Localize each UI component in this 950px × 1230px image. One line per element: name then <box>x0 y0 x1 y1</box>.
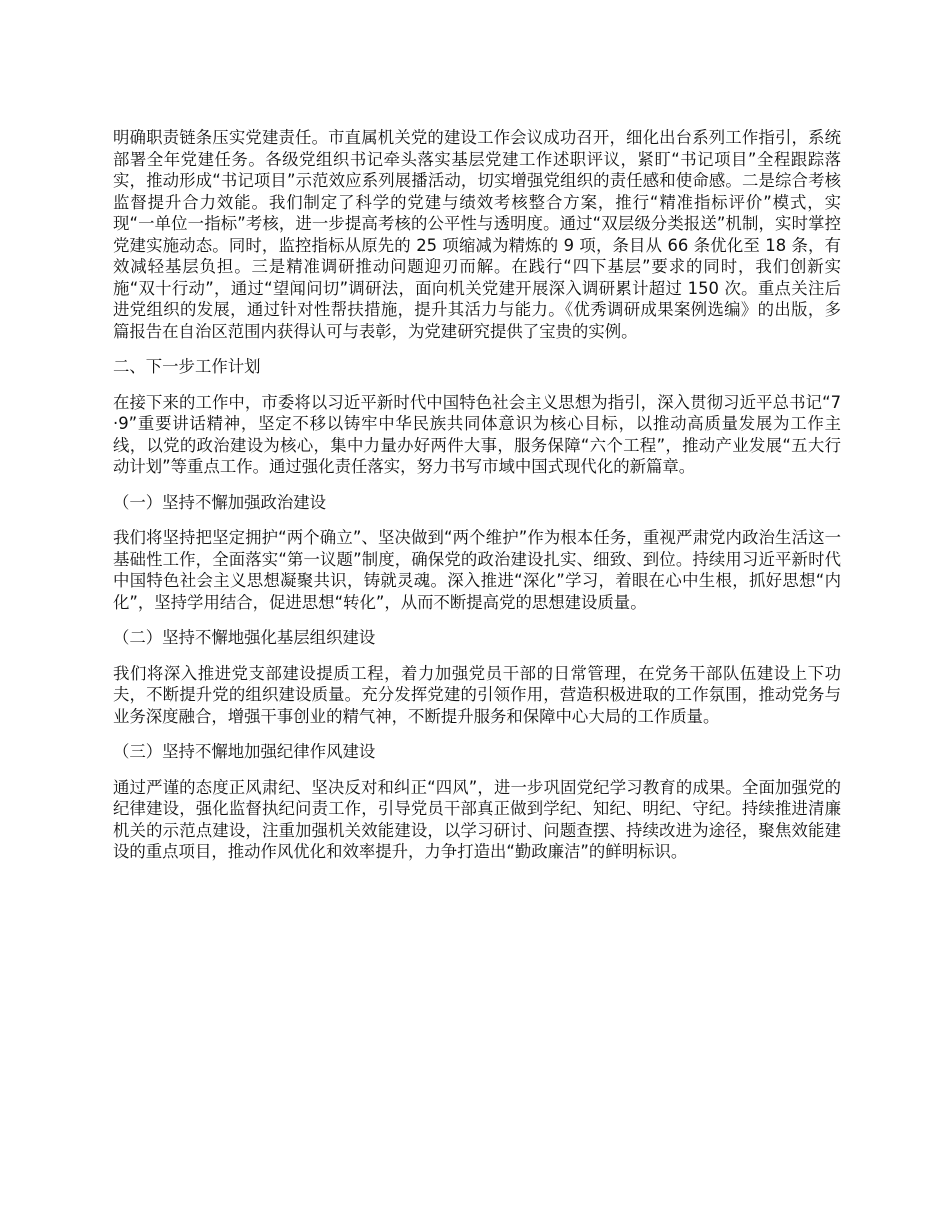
paragraph-organization-building: 我们将深入推进党支部建设提质工程，着力加强党员干部的日常管理，在党务干部队伍建设上下功夫，不断提升党的组织建设质量。充分发挥党建的引领作用，营造积极进取的工作氛围，推动党务与业务深度融合，增强干事创业的精气神，不断提升服务和保障中心大局的工作质量。 <box>113 663 841 726</box>
subsection-heading-discipline: （三）坚持不懈地加强纪律作风建设 <box>113 742 376 761</box>
paragraph-discipline-building: 通过严谨的态度正风肃纪、坚决反对和纠正“四风”，进一步巩固党纪学习教育的成果。全面加强党的纪律建设，强化监督执纪问责工作，引导党员干部真正做到学纪、知纪、明纪、守纪。持续推进清廉机关的示范点建设，注重加强机关效能建设，以学习研讨、问题查摆、持续改进为途径，聚焦效能建设的重点项目，推动作风优化和效率提升，力争打造出“勤政廉洁”的鲜明标识。 <box>113 777 841 861</box>
document-page <box>113 127 841 877</box>
paragraph-work-summary: 明确职责链条压实党建责任。市直属机关党的建设工作会议成功召开，细化出台系列工作指引，系统部署全年党建任务。各级党组织书记牵头落实基层党建工作述职评议，紧盯“书记项目”全程跟踪落实，推动形成“书记项目”示范效应系列展播活动，切实增强党组织的责任感和使命感。二是综合考核监督提升合力效能。我们制定了科学的党建与绩效考核整合方案，推行“精准指标评价”模式，实现“一单位一指标”考核，进一步提高考核的公平性与透明度。通过“双层级分类报送”机制，实时掌控党建实施动态。同时，监控指标从原先的 25 项缩减为精炼的 9 项，条目从 66 条优化至 18 条，有效减轻基层负担。三是精准调研推动问题迎刃而解。在践行“四下基层”要求的同时，我们创新实施“双十行动”，通过“望闻问切”调研法，面向机关党建开展深入调研累计超过 150 次。重点关注后进党组织的发展，通过针对性帮扶措施，提升其活力与能力。《优秀调研成果案例选编》的出版，多篇报告在自治区范围内获得认可与表彰，为党建研究提供了宝贵的实例。 <box>113 128 841 341</box>
subsection-heading-organization: （二）坚持不懈地强化基层组织建设 <box>113 628 376 647</box>
section-heading-next-plan: 二、下一步工作计划 <box>113 357 261 376</box>
subsection-heading-political: （一）坚持不懈加强政治建设 <box>113 492 327 512</box>
paragraph-next-plan-intro: 在接下来的工作中，市委将以习近平新时代中国特色社会主义思想为指引，深入贯彻习近平总书记“7·9”重要讲话精神，坚定不移以铸牢中华民族共同体意识为核心目标，以推动高质量发展为工作主线，以党的政治建设为核心，集中力量办好两件大事，服务保障“六个工程”，推动产业发展“五大行动计划”等重点工作。通过强化责任落实，努力书写市域中国式现代化的新篇章。 <box>113 392 841 476</box>
paragraph-political-building: 我们将坚持把坚定拥护“两个确立”、坚决做到“两个维护”作为根本任务，重视严肃党内政治生活这一基础性工作，全面落实“第一议题”制度，确保党的政治建设扎实、细致、到位。持续用习近平新时代中国特色社会主义思想凝聚共识，铸就灵魂。深入推进“深化”学习，着眼在心中生根，抓好思想“内化”，坚持学用结合，促进思想“转化”，从而不断提高党的思想建设质量。 <box>113 528 841 612</box>
